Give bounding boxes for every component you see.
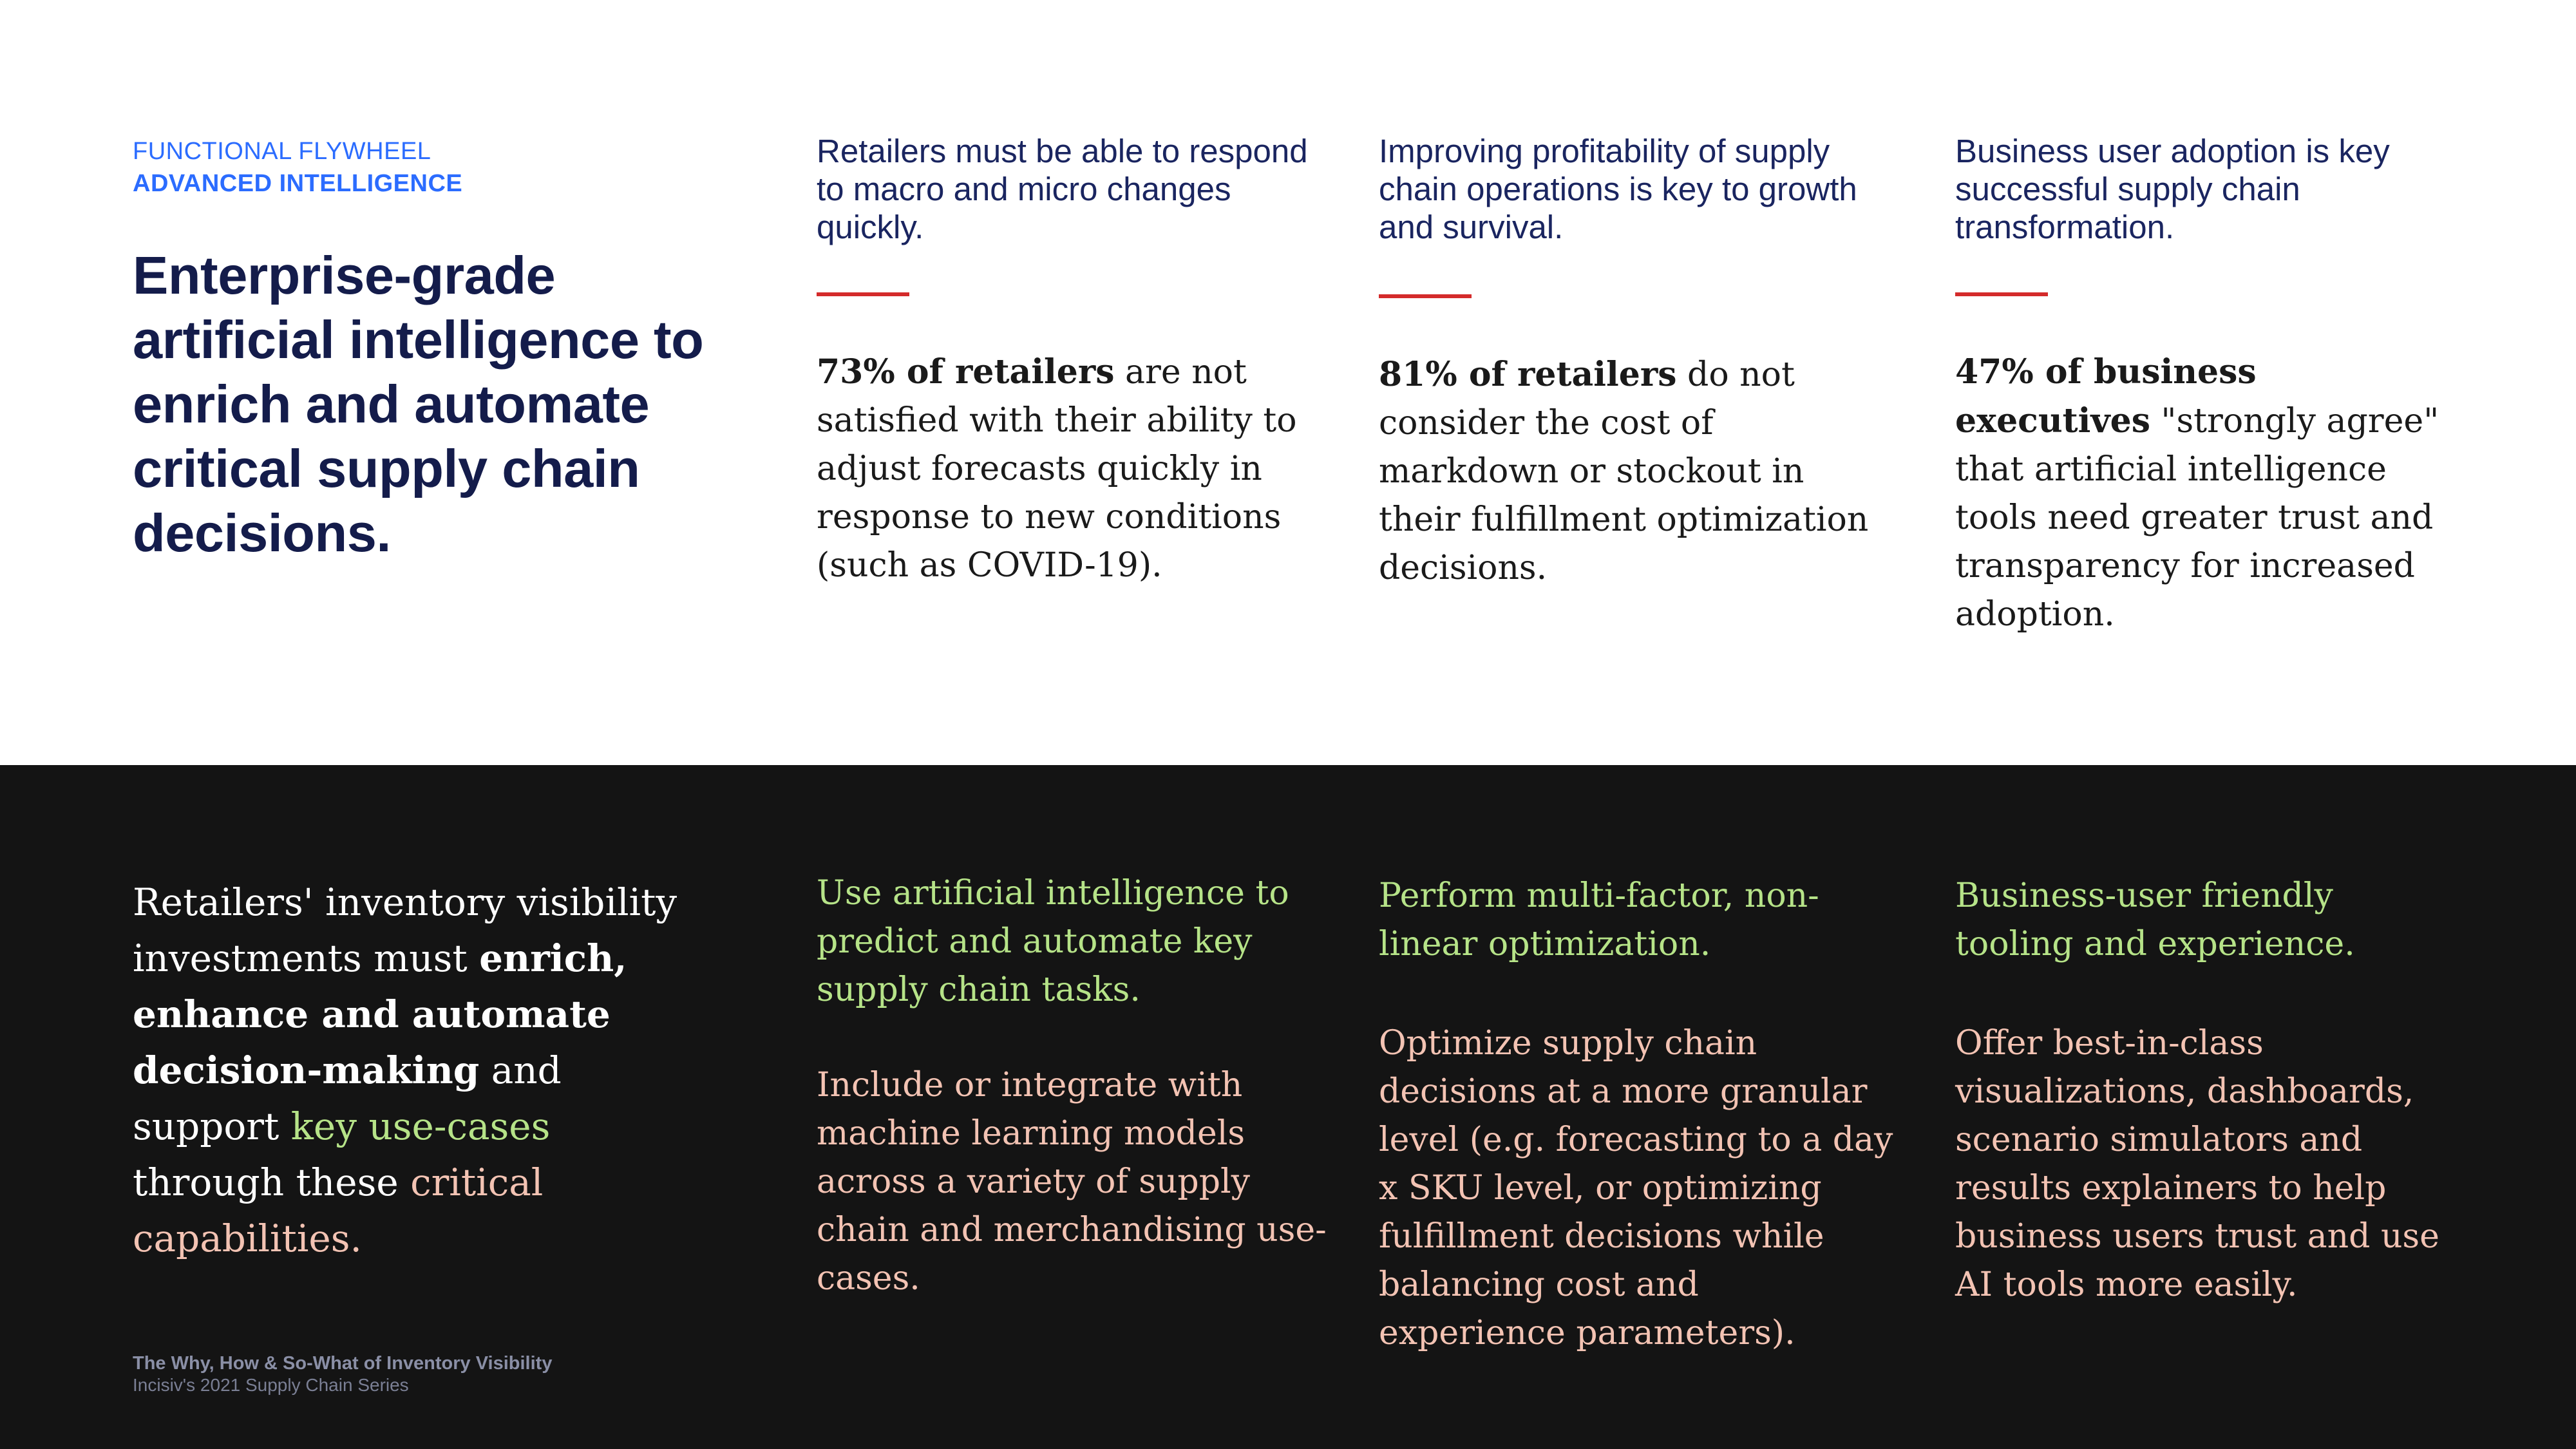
column-1-stat-bold: 73% of retailers: [817, 352, 1115, 392]
intro-bold: enrich, enhance and automate decision-making: [133, 936, 627, 1092]
capability-2-body: Optimize supply chain decisions at a more granular level (e.g. forecasting to a day x SKU level, or optimizing fulfillment decisions while balancing cost and experience parameters).: [1379, 1024, 1893, 1352]
intro-highlight-pink: critical capabilities.: [133, 1160, 544, 1260]
footer-subtitle: Incisiv's 2021 Supply Chain Series: [133, 1375, 409, 1395]
intro-text-3: through these: [133, 1160, 411, 1204]
column-3-red-rule: [1955, 292, 2048, 296]
column-1-stat-text: are not satisfied with their ability to adjust forecasts quickly in response to new conditions (such as COVID-19).: [817, 353, 1297, 585]
intro-text-2: and support: [133, 1048, 562, 1148]
column-2-stat: [1379, 350, 1881, 592]
footer: [133, 1352, 552, 1396]
column-1-lead: Retailers must be able to respond to macro and micro changes quickly.: [817, 133, 1308, 245]
eyebrow-strong-label: ADVANCED INTELLIGENCE: [133, 170, 463, 197]
column-2-stat-bold: 81% of retailers: [1379, 355, 1677, 394]
capability-1-body: Include or integrate with machine learning models across a variety of supply chain and merchandising use-cases.: [817, 1066, 1327, 1298]
capability-1-heading: Use artificial intelligence to predict and automate key supply chain tasks.: [817, 874, 1289, 1009]
capability-3-body: Offer best-in-class visualizations, dashboards, scenario simulators and results explainers to help business users trust and use AI tools more easily.: [1955, 1024, 2439, 1304]
column-3-stat-bold: 47% of business executives: [1955, 352, 2257, 440]
column-3-lead: Business user adoption is key successful supply chain transformation.: [1955, 133, 2390, 245]
capability-3-heading: Business-user friendly tooling and experience.: [1955, 876, 2355, 963]
intro-highlight-green: key use-cases: [290, 1104, 551, 1148]
capability-2-heading: Perform multi-factor, non-linear optimization.: [1379, 876, 1819, 963]
column-3-stat-text: "strongly agree" that artificial intelligence tools need greater trust and transparency for increased adoption.: [1955, 402, 2439, 634]
footer-title: The Why, How & So-What of Inventory Visibility: [133, 1353, 553, 1374]
bottom-section: [0, 765, 2576, 1449]
eyebrow-block: [133, 135, 462, 200]
intro-text-1: Retailers' inventory visibility investments must: [133, 880, 677, 980]
column-2-stat-text: do not consider the cost of markdown or stockout in their fulfillment optimization decisions.: [1379, 355, 1869, 587]
intro-statement: [133, 875, 687, 1267]
eyebrow-label: FUNCTIONAL FLYWHEEL: [133, 138, 431, 165]
column-1-red-rule: [817, 292, 909, 296]
page-headline: Enterprise-grade artificial intelligence to enrich and automate critical supply chain decisions.: [133, 245, 704, 563]
column-3-stat: [1955, 348, 2458, 639]
column-1-stat: [817, 348, 1319, 590]
column-2-lead: Improving profitability of supply chain operations is key to growth and survival.: [1379, 133, 1857, 245]
column-2-red-rule: [1379, 294, 1472, 298]
